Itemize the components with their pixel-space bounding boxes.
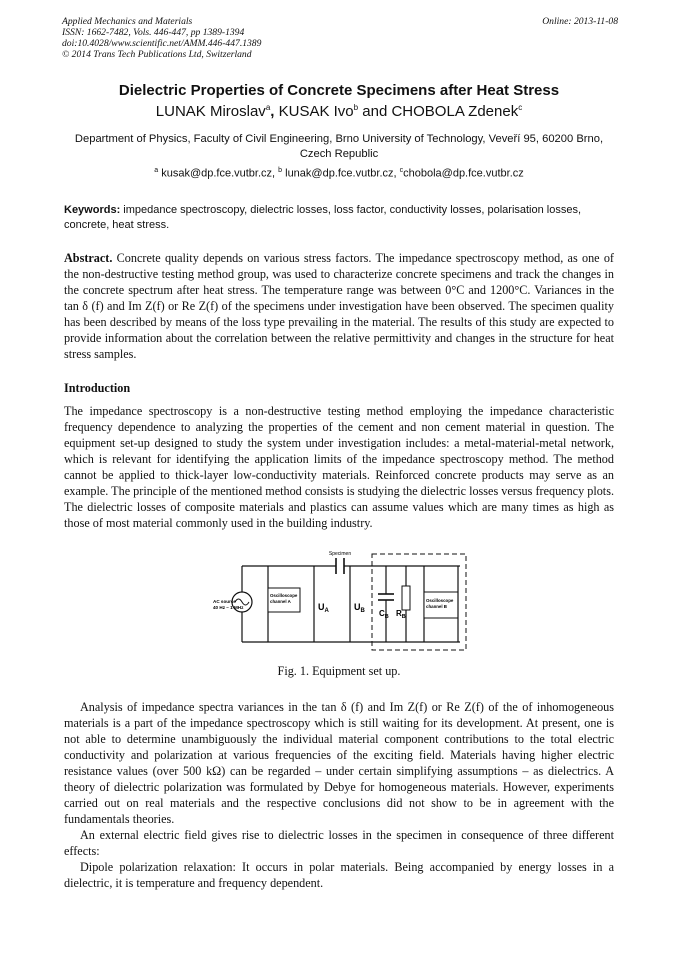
journal-name: Applied Mechanics and Materials: [62, 16, 193, 27]
circuit-diagram: [210, 550, 470, 652]
oscilloscope-b-channel: channel B: [426, 604, 447, 609]
oscilloscope-a-channel: channel A: [270, 599, 291, 604]
author-name: KUSAK Ivo: [278, 103, 354, 120]
email-text: lunak@dp.fce.vutbr.cz,: [282, 167, 400, 180]
email-text: chobola@dp.fce.vutbr.cz: [403, 167, 524, 180]
email-sup: b: [278, 167, 283, 174]
copyright: © 2014 Trans Tech Publications Ltd, Switzerland: [62, 49, 252, 60]
author-name: CHOBOLA Zdenek: [391, 103, 519, 120]
voltage-ua-label: $U_A$: [318, 602, 329, 614]
paper-title: Dielectric Properties of Concrete Specimens after Heat Stress: [118, 82, 560, 99]
body-text: [64, 699, 614, 891]
resistor-rb: [402, 586, 410, 610]
author-separator: and: [358, 103, 392, 120]
oscilloscope-b-label: Oscilloscope: [426, 598, 454, 603]
introduction-heading: Introduction: [64, 381, 131, 395]
online-date: Online: 2013-11-08: [542, 16, 618, 27]
figure-caption: Fig. 1. Equipment set up.: [277, 664, 401, 678]
keywords: [64, 203, 614, 233]
email-sup: a: [154, 167, 159, 174]
specimen-label: Specimen: [328, 551, 352, 557]
ac-source-range: 40 Hz – 1 MHz: [213, 605, 244, 610]
author-name: LUNAK Miroslav: [155, 103, 266, 120]
body-paragraph: An external electric field gives rise to dielectric losses in the specimen in consequence of three different effects:: [64, 828, 614, 858]
introduction-text: [64, 403, 614, 531]
author-emails: [40, 167, 638, 180]
issn: ISSN: 1662-7482, Vols. 446-447, pp 1389-1394: [62, 27, 245, 38]
keywords-label: Keywords:: [64, 204, 121, 216]
author-separator: ,: [270, 103, 279, 120]
affiliation: Department of Physics, Faculty of Civil Engineering, Brno University of Technology, Veveří 95, 60200 Brno, Czech Republic: [74, 133, 604, 160]
author-sup: a: [265, 103, 271, 112]
oscilloscope-a-label: Oscilloscope: [270, 593, 298, 598]
journal-header: [62, 16, 618, 60]
abstract-text: Concrete quality depends on various stress factors. The impedance spectroscopy method, as one of the non-destructive testing method group, was used to characterize concrete specimens and track the changes in the concrete spectrum after heat stress. The temperature range was between 0°C and 1200°C. Variances in the tan δ (f) and Im Z(f) or Re Z(f) of the specimens under investigation have been observed. The specimen quality has been described by means of the loss type prevailing in the material. The results of this study are expected to provide information about the correlation between the relative permittivity and changes in the structure for heat stress samples.: [64, 251, 614, 361]
author-list: [40, 103, 638, 120]
ac-source-label: AC source: [213, 599, 236, 604]
keywords-text: impedance spectroscopy, dielectric losses, loss factor, conductivity losses, polarisation losses, concrete, heat stress.: [64, 204, 582, 231]
author-sup: c: [518, 103, 523, 112]
voltage-ub-label: $U_B$: [354, 602, 365, 614]
abstract-label: Abstract.: [64, 251, 113, 265]
body-paragraph: Analysis of impedance spectra variances in the tan δ (f) and Im Z(f) or Re Z(f) of the of inhomogeneous materials is a part of the impedance spectroscopy which is still waiting for its development. At present, one is not able to determine unambiguously the individual material component contributions to the total electric conductivity and polarization at various frequencies of the exciting field. Materials having higher electric resistance values (over 500 kΩ) can be regarded – under certain simplifying assumptions – as dielectrics. A theory of dielectric polarization was formulated by Debye for homogeneous materials. However, experiments carried out on real materials and the respective conclusions did not show to be in agreement with the fundamentals theories.: [64, 700, 614, 826]
body-paragraph: Dipole polarization relaxation: It occurs in polar materials. Being accompanied by energy losses in a dielectric, it is temperature and frequency dependent.: [64, 860, 614, 890]
resistor-rb-label: $R_B$: [396, 609, 406, 620]
email-sup: c: [399, 167, 404, 174]
capacitor-cb-label: $C_B$: [379, 609, 389, 620]
abstract: [64, 250, 614, 362]
equipment-figure: [210, 550, 470, 652]
author-sup: b: [353, 103, 359, 112]
email-text: kusak@dp.fce.vutbr.cz,: [158, 167, 279, 180]
introduction-paragraph: The impedance spectroscopy is a non-destructive testing method employing the impedance characteristic frequency dependence to analyzing the properties of the cement and non cement material in question. The equipment set-up designed to study the system under investigation includes: a metal-material-metal network, which is relevant for identifying the application limits of the impedance spectroscopy method. The method cannot be applied to thick-layer low-conductivity materials. Reinforced concrete products may serve as an example. The principle of the mentioned method consists is studying the dielectric losses versus frequency plots. The dielectric losses of composite materials and plastics can assume values which are many times as high as those of most material commonly used in the building industry.: [64, 404, 614, 530]
doi: doi:10.4028/www.scientific.net/AMM.446-447.1389: [62, 38, 262, 49]
